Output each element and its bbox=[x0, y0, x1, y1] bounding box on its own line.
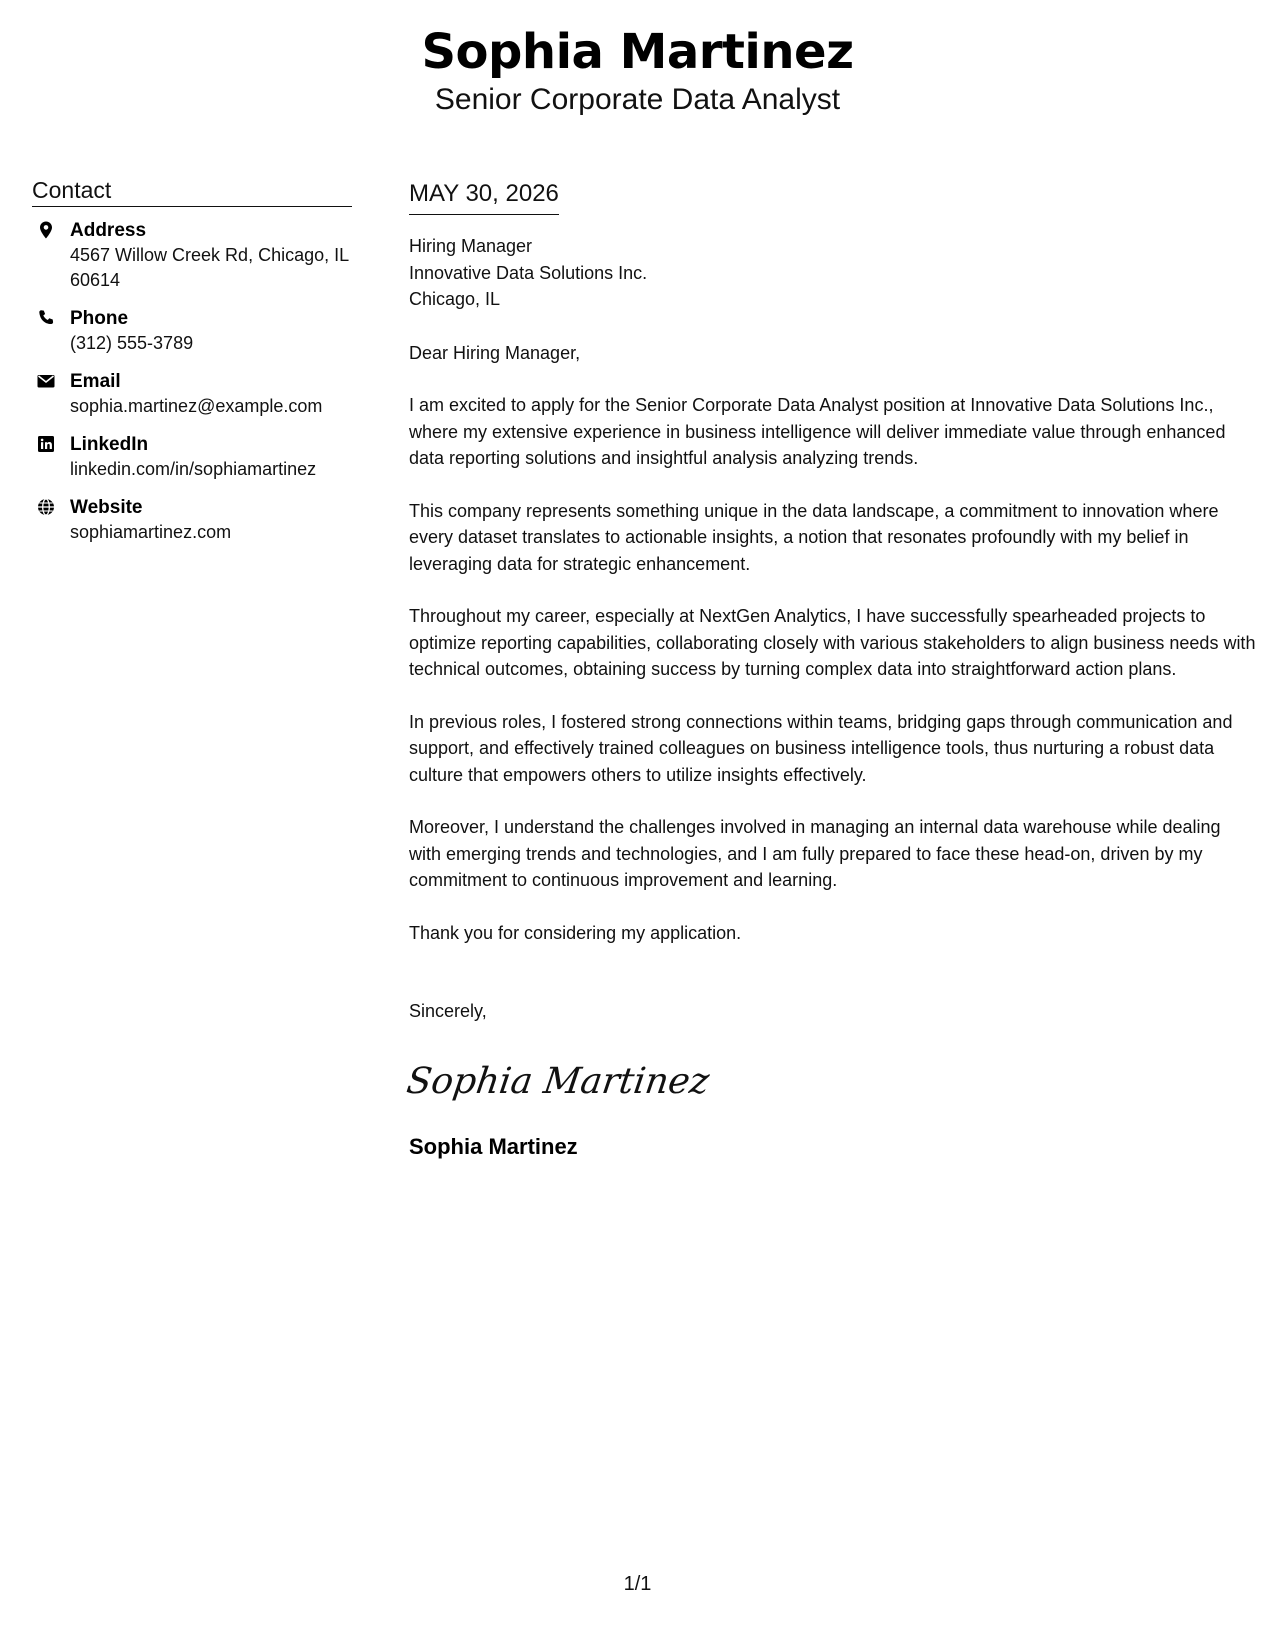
contact-item-email bbox=[32, 370, 352, 419]
contact-label: Website bbox=[70, 497, 143, 518]
signature-image bbox=[404, 1053, 712, 1107]
paragraph: I am excited to apply for the Senior Corporate Data Analyst position at Innovative Data Solutions Inc., where my extensive experience in business intelligence will deliver immediate value through enhanced data reporting solutions and insightful analysis analyzing trends. bbox=[409, 395, 1226, 468]
contact-label: LinkedIn bbox=[70, 434, 149, 455]
contact-item-address bbox=[32, 219, 352, 293]
contact-item-website bbox=[32, 496, 352, 545]
paragraph: Thank you for considering my application. bbox=[409, 922, 742, 943]
salutation: Dear Hiring Manager, bbox=[409, 342, 581, 363]
paragraph: Throughout my career, especially at NextGen Analytics, I have successfully spearheaded projects to optimize reporting capabilities, collaborating closely with various stakeholders to align business needs with technical outcomes, obtaining success by turning complex data into straightforward action plans. bbox=[409, 606, 1256, 679]
recipient-company: Innovative Data Solutions Inc. bbox=[409, 262, 648, 283]
contact-heading: Contact bbox=[32, 176, 352, 207]
header bbox=[0, 22, 1275, 118]
closing: Sincerely, bbox=[409, 1001, 487, 1021]
website-value[interactable]: sophiamartinez.com bbox=[70, 522, 232, 542]
letter-body bbox=[404, 178, 1257, 1161]
recipient-block bbox=[409, 233, 1257, 313]
recipient-title: Hiring Manager bbox=[409, 236, 533, 256]
globe-icon bbox=[36, 497, 56, 517]
contact-label: Phone bbox=[70, 308, 129, 329]
contact-sidebar bbox=[32, 176, 352, 559]
letter-date: MAY 30, 2026 bbox=[409, 178, 559, 215]
job-title: Senior Corporate Data Analyst bbox=[434, 83, 841, 116]
paragraph: Moreover, I understand the challenges involved in managing an internal data warehouse while dealing with emerging trends and technologies, and I am fully prepared to face these head-on, driven by my commitment to continuous improvement and learning. bbox=[409, 817, 1221, 890]
contact-item-linkedin bbox=[32, 433, 352, 482]
page-number: 1/1 bbox=[623, 1573, 652, 1595]
candidate-name: Sophia Martinez bbox=[421, 24, 854, 80]
contact-label: Email bbox=[70, 371, 121, 392]
phone-value[interactable]: (312) 555-3789 bbox=[70, 333, 194, 353]
contact-item-phone bbox=[32, 307, 352, 356]
linkedin-icon bbox=[36, 434, 56, 454]
email-value[interactable]: sophia.martinez@example.com bbox=[70, 396, 323, 416]
recipient-location: Chicago, IL bbox=[409, 289, 501, 309]
paragraph: This company represents something unique in the data landscape, a commitment to innovation where every dataset translates to actionable insights, a notion that resonates profoundly with my belief in leveraging data for strategic enhancement. bbox=[409, 500, 1219, 574]
signer-name: Sophia Martinez bbox=[409, 1133, 578, 1159]
envelope-icon bbox=[36, 371, 56, 391]
signature-text: Sophia Martinez bbox=[404, 1058, 712, 1102]
linkedin-value[interactable]: linkedin.com/in/sophiamartinez bbox=[70, 459, 317, 479]
paragraph: In previous roles, I fostered strong connections within teams, bridging gaps through communication and support, and effectively trained colleagues on business intelligence tools, thus nurturing a robust data culture that empowers others to utilize insights effectively. bbox=[409, 711, 1233, 785]
map-pin-icon bbox=[36, 220, 56, 240]
phone-icon bbox=[36, 308, 56, 328]
address-value: 4567 Willow Creek Rd, Chicago, IL 60614 bbox=[70, 245, 349, 290]
contact-label: Address bbox=[70, 220, 147, 241]
